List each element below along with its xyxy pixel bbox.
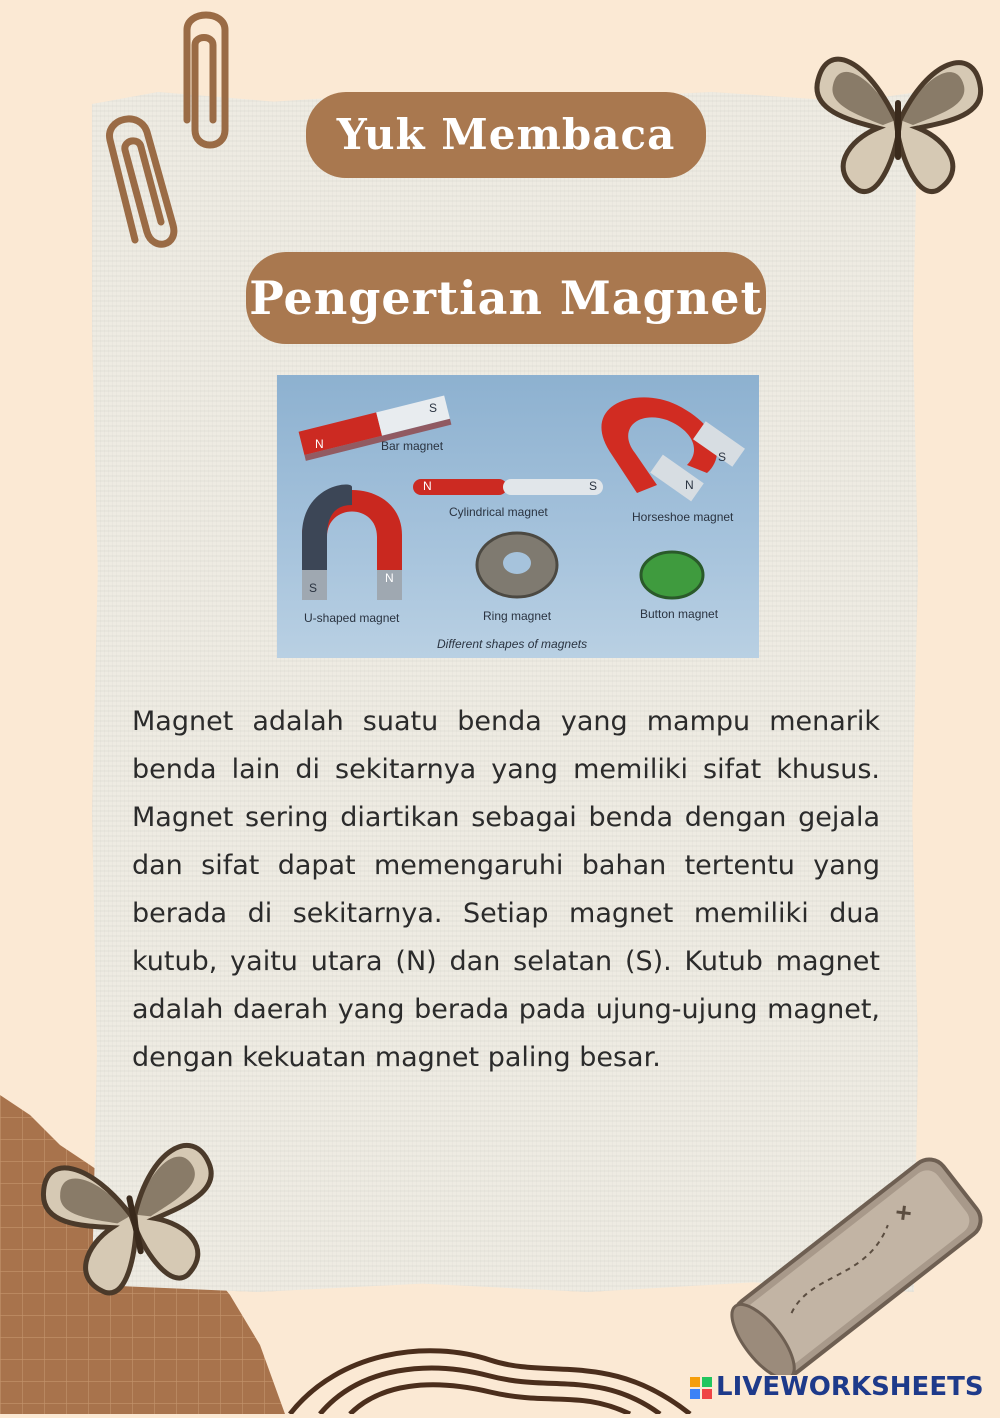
ring-magnet-icon: [477, 533, 557, 597]
cylindrical-magnet-label: Cylindrical magnet: [449, 505, 548, 519]
pole-label: N: [385, 571, 394, 585]
section-title: Yuk Membaca: [306, 92, 706, 178]
cylindrical-magnet-icon: [413, 479, 603, 495]
bar-magnet-label: Bar magnet: [381, 439, 444, 453]
ring-magnet-label: Ring magnet: [483, 609, 552, 623]
button-magnet-icon: [641, 552, 703, 598]
pole-label: S: [718, 450, 727, 464]
u-shaped-magnet-label: U-shaped magnet: [304, 611, 400, 625]
magnet-shapes-figure: [277, 375, 759, 658]
pole-label: S: [589, 479, 598, 493]
topic-title: Pengertian Magnet: [246, 252, 766, 344]
butterfly-icon: [38, 1130, 228, 1300]
button-magnet-label: Button magnet: [640, 607, 719, 621]
liveworksheets-logo-icon: [690, 1377, 712, 1399]
pole-label: N: [423, 479, 432, 493]
brand-logo[interactable]: [690, 1372, 990, 1408]
horseshoe-magnet-label: Horseshoe magnet: [632, 510, 734, 524]
map-scroll-icon: [705, 1155, 1000, 1375]
pole-label: N: [315, 437, 324, 451]
body-paragraph: Magnet adalah suatu benda yang mampu menarik benda lain di sekitarnya yang memiliki sifat khusus. Magnet sering diartikan sebagai benda dengan gejala dan sifat dapat memengaruhi bahan tertentu yang berada di sekitarnya. Setiap magnet memiliki dua kutub, yaitu utara (N) dan selatan (S). Kutub magnet adalah daerah yang berada pada ujung-ujung magnet, dengan kekuatan magnet paling besar.: [132, 706, 880, 1073]
butterfly-icon: [808, 40, 988, 200]
wave-lines-icon: [280, 1330, 700, 1414]
paperclip-icon: [95, 0, 265, 260]
pole-label: S: [309, 581, 318, 595]
brand-text: LIVEWORKSHEETS: [716, 1372, 984, 1402]
pole-label: N: [685, 478, 694, 492]
pole-label: S: [429, 401, 438, 415]
figure-caption: Different shapes of magnets: [437, 637, 588, 651]
